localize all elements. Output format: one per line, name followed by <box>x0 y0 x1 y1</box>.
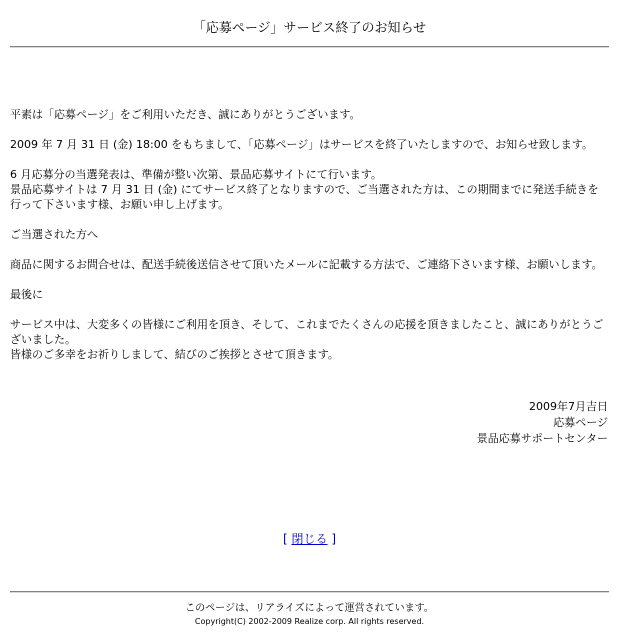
close-open-bracket: [ <box>282 532 288 546</box>
notice-body <box>10 107 608 362</box>
greeting-paragraph: 平素は「応募ページ」をご利用いただき、誠にありがとうございます。 <box>10 108 361 121</box>
close-close-bracket: ] <box>331 532 337 546</box>
thanks-paragraph: サービス中は、大変多くの皆様にご利用を頂き、そして、これまでたくさんの応援を頂きましたこと、誠にありがとうございました。 <box>10 318 604 346</box>
signature-service: 応募ページ <box>553 416 608 429</box>
closing-heading: 最後に <box>10 288 43 301</box>
bottom-divider <box>10 591 609 593</box>
inquiry-paragraph: 商品に関するお問合せは、配送手続後送信させて頂いたメールに記載する方法で、ご連絡下さいます様、お願いします。 <box>10 258 603 271</box>
close-link-row <box>0 531 619 547</box>
close-link[interactable] <box>283 532 336 546</box>
signature-center: 景品応募サポートセンター <box>476 432 608 445</box>
page-title: 「応募ページ」サービス終了のお知らせ <box>192 21 427 36</box>
service-end-paragraph: 2009 年 7 月 31 日 (金) 18:00 をもちまして、「応募ページ」はサービスを終了いたしますので、お知らせ致します。 <box>10 138 593 151</box>
farewell-paragraph: 皆様のご多幸をお祈りしまして、結びのご挨拶とさせて頂きます。 <box>10 348 339 361</box>
signature-block <box>380 399 608 447</box>
winners-heading: ご当選された方へ <box>10 228 98 241</box>
shipping-deadline-paragraph: 景品応募サイトは 7 月 31 日 (金) にてサービス終了となりますので、ご当選された方は、この期間までに発送手続きを行って下さいます様、お願い申し上げます。 <box>10 183 599 211</box>
footer-copyright: Copyright(C) 2002-2009 Realize corp. All rights reserved. <box>194 617 425 626</box>
top-divider <box>10 46 609 48</box>
footer <box>0 602 619 628</box>
footer-operator-text: このページは、リアライズによって運営されています。 <box>185 603 434 614</box>
winner-announcement-paragraph: 6 月応募分の当選発表は、準備が整い次第、景品応募サイトにて行います。 <box>10 168 382 181</box>
close-link-label: 閉じる <box>291 532 328 546</box>
signature-date: 2009年7月吉日 <box>529 400 608 413</box>
